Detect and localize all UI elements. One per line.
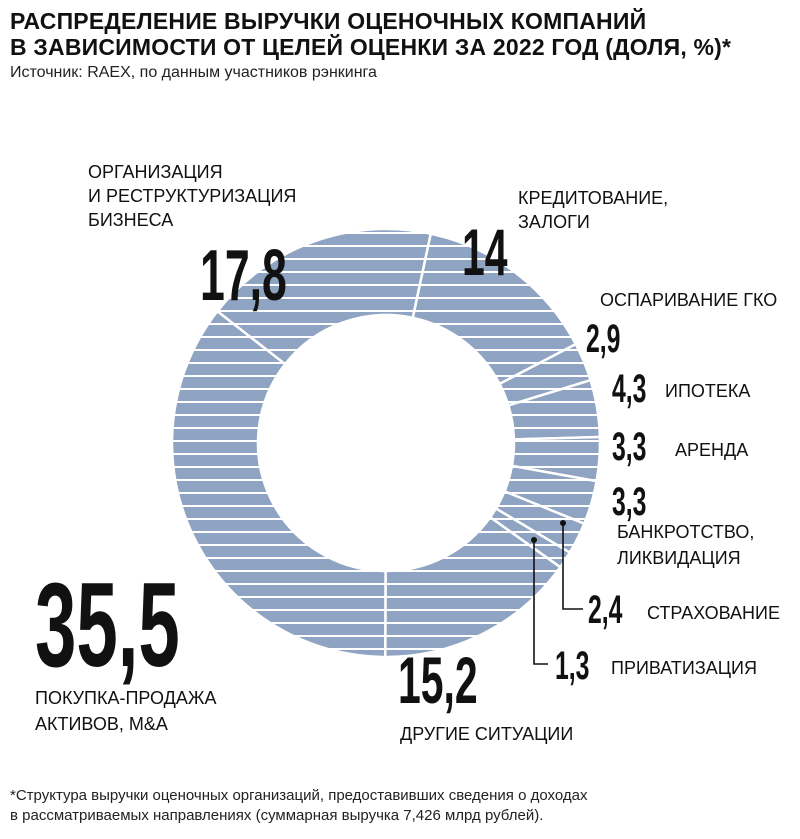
category-label-privat: ПРИВАТИЗАЦИЯ [611, 658, 757, 678]
category-label-ocenka: ОРГАНИЗАЦИЯ И РЕСТРУКТУРИЗАЦИЯ БИЗНЕСА [88, 162, 297, 230]
category-label-strah: СТРАХОВАНИЕ [647, 603, 780, 623]
value-label-gko: 2,9 [586, 317, 621, 362]
leader-dot-strah [560, 520, 566, 526]
chart-footnote: *Структура выручки оценочных организаций, предоставивших сведения о доходах в рассматриваемых направлениях (суммарная выручка 7,426 млрд рублей). [10, 787, 588, 824]
value-label-ipoteka: 4,3 [612, 367, 647, 412]
category-label-arenda: АРЕНДА [675, 440, 749, 460]
value-label-arenda: 3,3 [612, 425, 647, 470]
value-label-bankrot: 3,3 [612, 480, 647, 525]
value-label-strah: 2,4 [588, 588, 623, 633]
value-label-kredit: 14 [462, 214, 508, 290]
slice-ma [172, 311, 386, 657]
value-label-privat: 1,3 [555, 644, 590, 689]
value-label-ma: 35,5 [35, 559, 180, 693]
value-label-ocenka: 17,8 [200, 235, 287, 316]
category-label-drugie: ДРУГИЕ СИТУАЦИИ [400, 724, 574, 744]
category-label-ma: ПОКУПКА-ПРОДАЖА АКТИВОВ, M&A [35, 688, 217, 734]
chart-source: Источник: RAEX, по данным участников рэнкинга [10, 64, 377, 81]
value-label-drugie: 15,2 [398, 642, 478, 718]
category-label-kredit: КРЕДИТОВАНИЕ, ЗАЛОГИ [518, 188, 669, 232]
leader-dot-privat [531, 537, 537, 543]
category-label-gko: ОСПАРИВАНИЕ ГКО [600, 290, 778, 310]
chart-title: РАСПРЕДЕЛЕНИЕ ВЫРУЧКИ ОЦЕНОЧНЫХ КОМПАНИЙ В ЗАВИСИМОСТИ ОТ ЦЕЛЕЙ ОЦЕНКИ ЗА 2022 ГОД (ДОЛЯ, %)* [10, 8, 732, 60]
category-label-bankrot: БАНКРОТСТВО, ЛИКВИДАЦИЯ [617, 522, 755, 568]
category-label-ipoteka: ИПОТЕКА [665, 381, 751, 401]
